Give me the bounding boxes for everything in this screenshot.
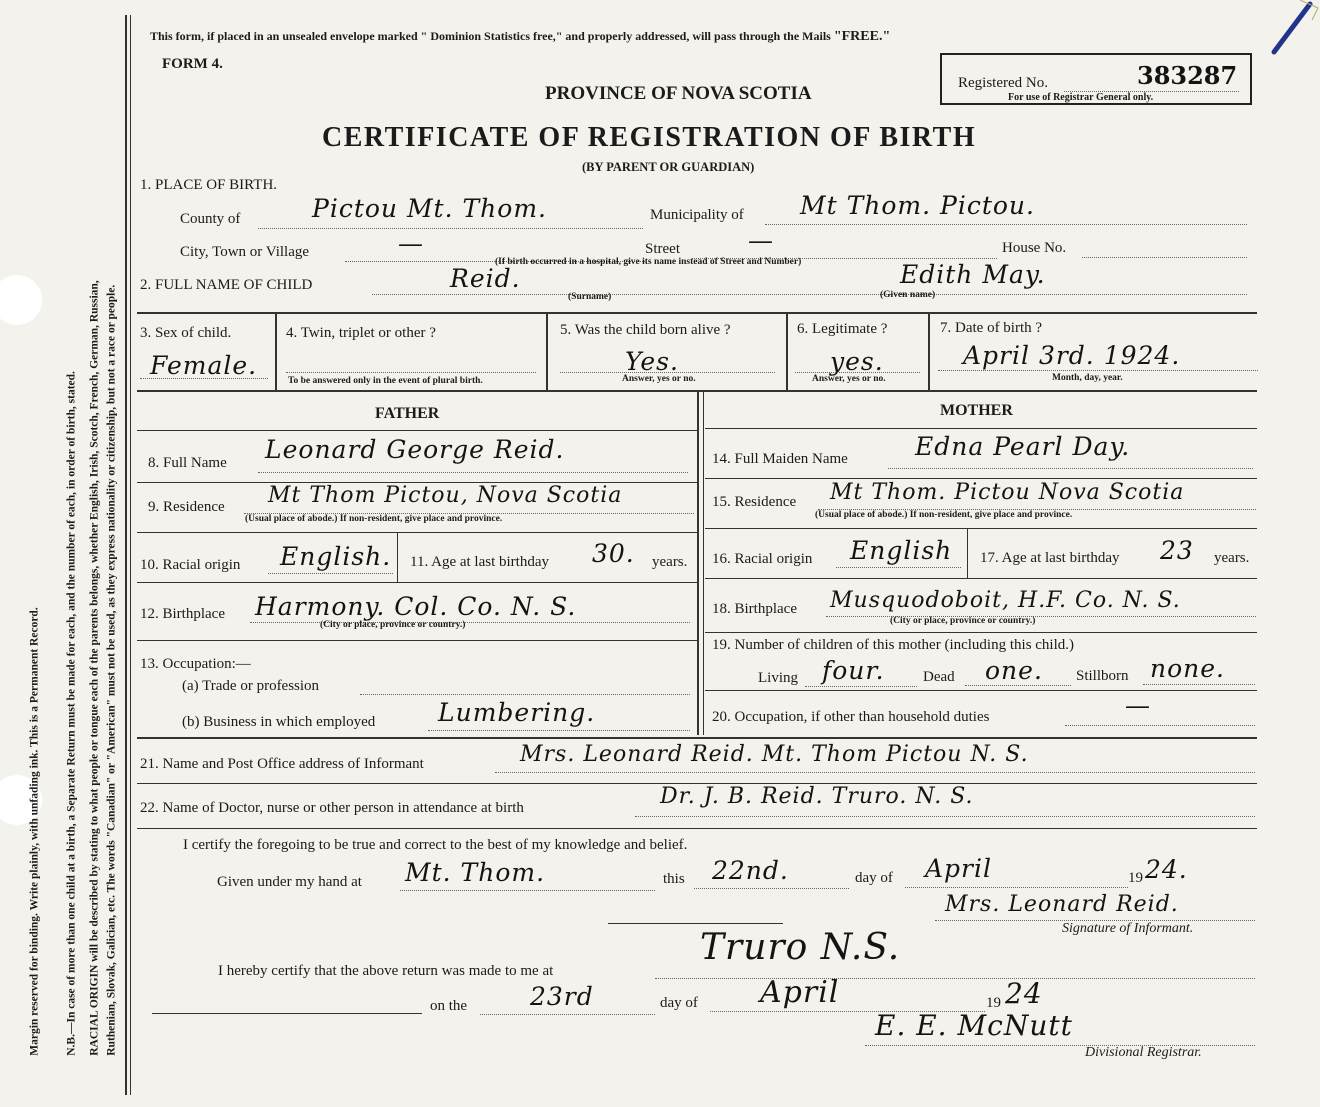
this-label: this [663,871,685,887]
father-name-label: 8. Full Name [148,455,227,471]
father-bp-label: 12. Birthplace [140,606,225,622]
sex-label: 3. Sex of child. [140,325,232,341]
father-residence: Mt Thom Pictou, Nova Scotia [268,483,623,508]
registrar-place: Truro N.S. [700,927,901,968]
dob-label: 7. Date of birth ? [940,320,1043,336]
subtitle: (BY PARENT OR GUARDIAN) [582,160,755,174]
child-given-name: Edith May. [900,260,1046,289]
dead-value: one. [985,656,1043,685]
margin-note: Ruthenian, Slovak, Galician, etc. The words "Canadian" or "American" must not be used, as they express nationality or citizenship, but not a race or people. [105,284,118,1056]
child-name-label: 2. FULL NAME OF CHILD [140,277,313,293]
mother-name-label: 14. Full Maiden Name [712,451,848,467]
father-business: Lumbering. [438,698,596,727]
legit-value: yes. [830,347,884,376]
business-label: (b) Business in which employed [182,714,376,730]
certify-year-prefix: 19 [1128,870,1143,886]
county-value: Pictou Mt. Thom. [312,194,547,223]
certify-day: 22nd. [712,856,789,885]
city-label: City, Town or Village [180,244,310,260]
twin-label: 4. Twin, triplet or other ? [286,325,436,341]
trade-label: (a) Trade or profession [182,678,320,694]
county-label: County of [180,211,241,227]
signature-caption: Signature of Informant. [1062,921,1194,936]
alive-caption: Answer, yes or no. [622,374,696,384]
mother-bp-caption: (City or place, province or country.) [890,616,1036,626]
dead-label: Dead [923,669,955,685]
mother-name: Edna Pearl Day. [915,432,1131,461]
registrar-caption: Divisional Registrar. [1085,1045,1202,1060]
given-place: Mt. Thom. [405,858,546,887]
alive-value: Yes. [625,347,679,376]
registrar-day: 23rd [530,982,594,1011]
father-res-caption: (Usual place of abode.) If non-resident, give place and province. [245,514,503,524]
dob-caption: Month, day, year. [1052,373,1123,383]
municipality-value: Mt Thom. Pictou. [800,191,1035,220]
twin-note: To be answered only in the event of plural birth. [288,376,483,386]
form-number: FORM 4. [162,56,223,72]
stillborn-value: none. [1150,654,1225,683]
certify-year: 24. [1145,855,1188,884]
left-border-inner [130,15,131,1095]
legit-caption: Answer, yes or no. [812,374,886,384]
father-name: Leonard George Reid. [265,435,565,464]
reg-number: 383287 [1137,61,1238,90]
mother-age-unit: years. [1214,550,1250,566]
given-caption: (Given name) [880,290,936,300]
sex-value: Female. [150,351,258,380]
father-heading: FATHER [375,405,440,422]
municipality-label: Municipality of [650,207,744,223]
father-birthplace: Harmony. Col. Co. N. S. [255,592,577,621]
father-bp-caption: (City or place, province or country.) [320,620,466,630]
certify-dayof: day of [855,870,893,886]
alive-label: 5. Was the child born alive ? [560,322,731,338]
informant-label: 21. Name and Post Office address of Informant [140,756,424,772]
registrar-year: 24 [1005,977,1043,1010]
registrar-signature: E. E. McNutt [875,1009,1073,1042]
certify-month: April [925,854,992,883]
ink-mark [1270,0,1320,60]
father-age-label: 11. Age at last birthday [410,554,549,570]
mother-res-label: 15. Residence [712,494,797,510]
page-title: CERTIFICATE OF REGISTRATION OF BIRTH [322,122,977,153]
mother-res-caption: (Usual place of abode.) If non-resident, give place and province. [815,510,1073,520]
living-value: four. [822,656,885,685]
father-age-unit: years. [652,554,688,570]
registration-box [940,53,1252,105]
father-age: 30. [592,539,635,568]
reg-note: For use of Registrar General only. [1008,92,1154,103]
province-title: PROVINCE OF NOVA SCOTIA [545,83,812,104]
doctor-label: 22. Name of Doctor, nurse or other person in attendance at birth [140,800,524,816]
informant-value: Mrs. Leonard Reid. Mt. Thom Pictou N. S. [520,742,1029,767]
stillborn-label: Stillborn [1076,668,1129,684]
margin-note: RACIAL ORIGIN will be described by stating to what people or tongue each of the parents belongs, whether English, Irish, Scotch, French, German, Russian, [88,280,101,1056]
mother-occupation: — [1125,691,1151,720]
registrar-year-prefix: 19 [986,995,1001,1011]
mother-age-label: 17. Age at last birthday [980,550,1120,566]
city-value: — [398,229,424,258]
mother-birthplace: Musquodoboit, H.F. Co. N. S. [830,588,1181,613]
father-race: English. [280,542,392,571]
father-race-label: 10. Racial origin [140,557,241,573]
mother-heading: MOTHER [940,402,1013,419]
dob-value: April 3rd. 1924. [963,341,1181,370]
given-label: Given under my hand at [217,874,362,890]
registrar-dayof: day of [660,995,698,1011]
doctor-value: Dr. J. B. Reid. Truro. N. S. [660,784,974,809]
registrar-statement: I hereby certify that the above return was made to me at [218,963,554,979]
legit-label: 6. Legitimate ? [797,321,888,337]
mother-occ-label: 20. Occupation, if other than household duties [712,709,990,725]
mail-note: This form, if placed in an unsealed envelope marked " Dominion Statistics free," and properly addressed, will pass through the Mails "FREE." [150,29,891,44]
informant-signature: Mrs. Leonard Reid. [945,892,1179,917]
mother-residence: Mt Thom. Pictou Nova Scotia [830,480,1185,505]
occupation-label: 13. Occupation:— [140,656,251,672]
registrar-on-label: on the [430,998,468,1014]
left-border [125,15,127,1095]
place-heading: 1. PLACE OF BIRTH. [140,177,278,193]
surname-caption: (Surname) [568,292,612,302]
street-label: Street [645,241,680,257]
mother-race: English [850,536,953,565]
registrar-month: April [760,975,840,1010]
certify-statement: I certify the foregoing to be true and correct to the best of my knowledge and belief. [183,837,688,853]
house-label: House No. [1002,240,1067,256]
children-label: 19. Number of children of this mother (including this child.) [712,637,1075,653]
mother-bp-label: 18. Birthplace [712,601,797,617]
street-value: — [748,226,774,255]
hospital-note: (If birth occurred in a hospital, give its name instead of Street and Number) [495,257,802,267]
father-res-label: 9. Residence [148,499,225,515]
margin-note: Margin reserved for binding. Write plainly, with unfading ink. This is a Permanent Record. [28,607,41,1056]
child-surname: Reid. [450,264,521,293]
mother-age: 23 [1160,536,1194,565]
reg-label: Registered No. [958,75,1048,91]
living-label: Living [758,670,798,686]
mother-race-label: 16. Racial origin [712,551,813,567]
margin-note: N.B.—In case of more than one child at a birth, a Separate Return must be made for each, and the number of each, in order of birth, stated. [65,371,78,1056]
